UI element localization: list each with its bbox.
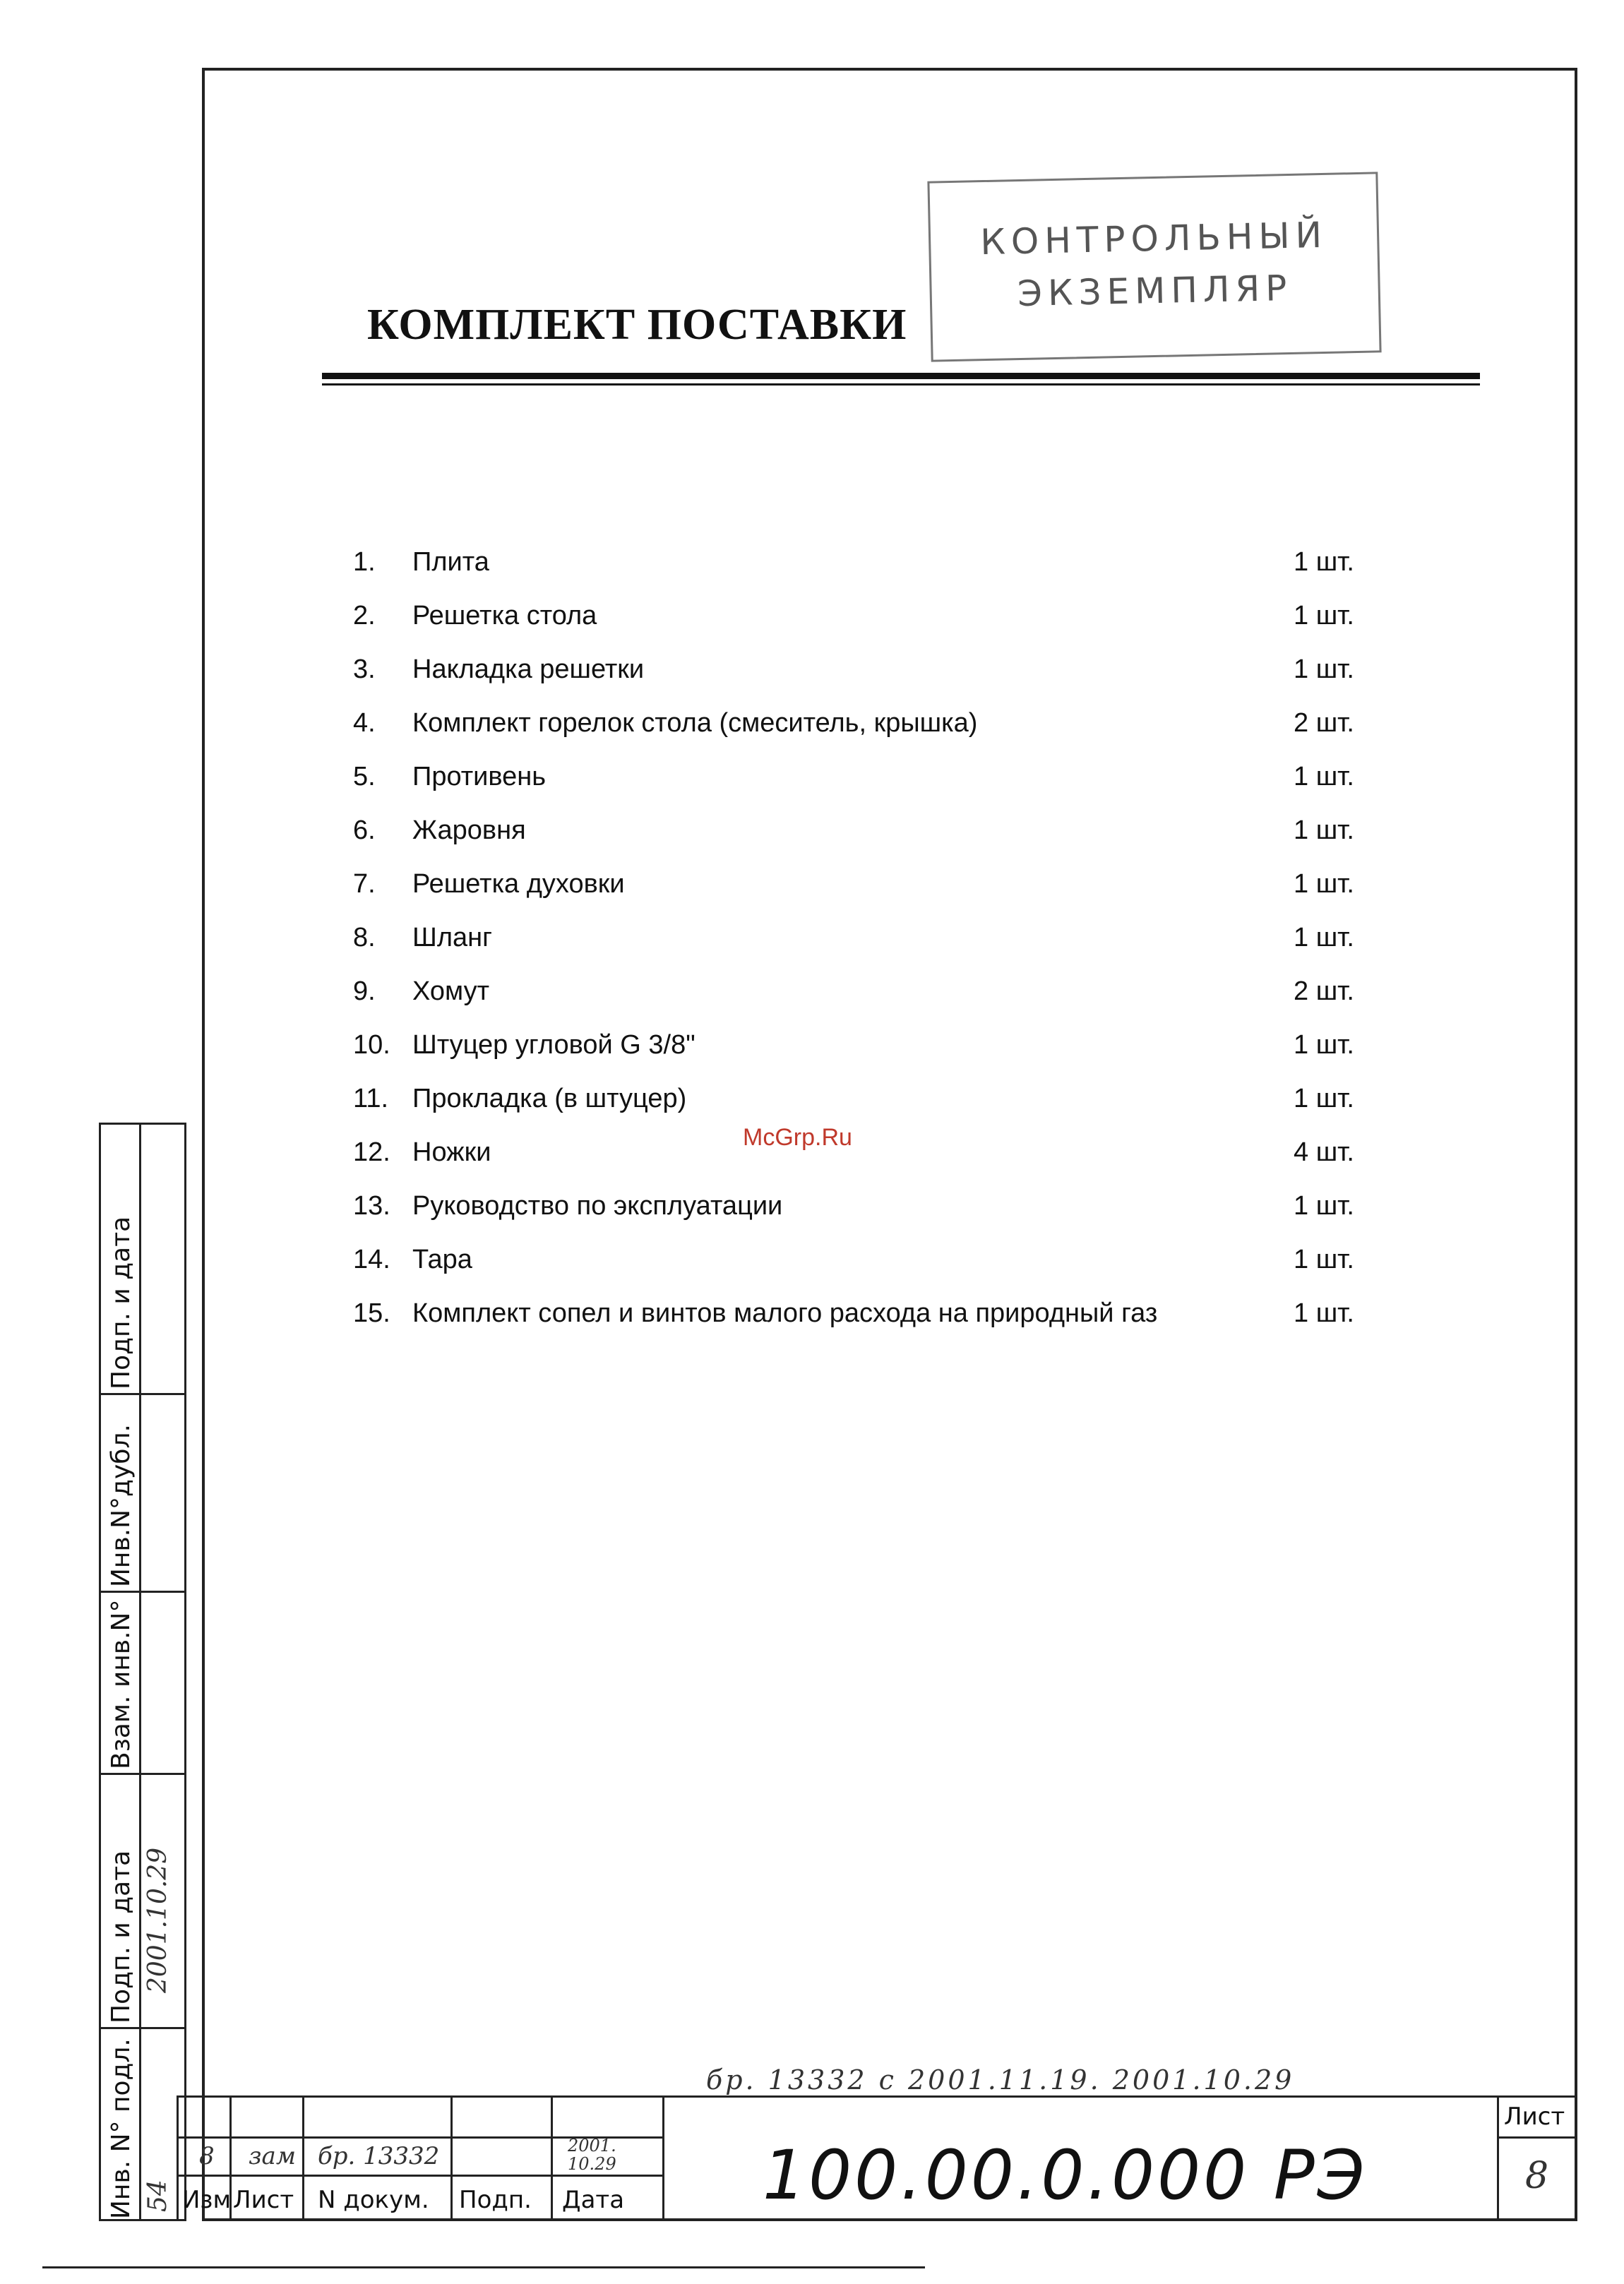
item-name: Решетка стола [412,601,597,630]
scan-edge-line [42,2266,925,2268]
item-number: 15. [353,1298,390,1328]
margin-column-divider [139,1125,141,2219]
margin-divider [101,1773,184,1775]
item-number: 11. [353,1084,389,1113]
title-rule-thick [322,373,1480,379]
item-number: 4. [353,708,376,738]
item-name: Руководство по эксплуатации [412,1191,783,1221]
item-name: Плита [412,547,489,577]
stamp-line-1: КОНТРОЛЬНЫЙ [979,214,1328,263]
tb-line [177,2175,662,2177]
margin-label-podp-data-2: Подп. и дата [107,1850,136,2023]
document-code: 100.00.0.000 РЭ [763,2136,1368,2215]
tb-sheet-label: Лист [1504,2103,1565,2131]
margin-label-vzam-inv: Взам. инв.N° [107,1599,136,1769]
margin-divider [101,1393,184,1395]
tb-hand-date: 2001. 10.29 [568,2136,616,2174]
tb-top-line [177,2095,1577,2098]
list-item [353,923,1384,965]
item-number: 7. [353,869,376,899]
item-quantity: 1 шт. [1294,869,1354,899]
item-quantity: 1 шт. [1294,762,1354,791]
tb-hand-doc: бр. 13332 [318,2142,440,2170]
item-name: Прокладка (в штуцер) [412,1084,687,1113]
margin-divider [101,2027,184,2029]
item-number: 14. [353,1245,390,1274]
item-quantity: 1 шт. [1294,1298,1354,1328]
tb-sheet-number: 8 [1525,2155,1549,2197]
list-item [353,1298,1384,1341]
item-quantity: 1 шт. [1294,654,1354,684]
list-item [353,976,1384,1019]
tb-label-podp: Подп. [459,2186,532,2214]
item-name: Противень [412,762,547,791]
item-quantity: 1 шт. [1294,601,1354,630]
list-item [353,1191,1384,1233]
list-item [353,762,1384,804]
list-item [353,654,1384,697]
tb-line [551,2095,553,2221]
margin-label-inv-podl: Инв. N° подл. [107,2038,136,2219]
item-number: 5. [353,762,376,791]
list-item [353,1084,1384,1126]
item-name: Шланг [412,923,492,952]
handwritten-note: бр. 13332 с 2001.11.19. 2001.10.29 [706,2064,1295,2095]
item-quantity: 1 шт. [1294,923,1354,952]
item-number: 13. [353,1191,390,1221]
tb-label-list: Лист [233,2186,294,2214]
item-name: Жаровня [412,815,526,845]
list-item [353,1137,1384,1180]
item-quantity: 4 шт. [1294,1137,1354,1167]
tb-line [1497,2095,1499,2221]
item-name: Хомут [412,976,490,1006]
item-quantity: 2 шт. [1294,708,1354,738]
tb-hand-izm: 8 [199,2142,215,2170]
margin-label-podp-data: Подп. и дата [107,1216,136,1389]
item-quantity: 1 шт. [1294,1030,1354,1060]
item-number: 9. [353,976,376,1006]
item-name: Тара [412,1245,472,1274]
item-name: Комплект горелок стола (смеситель, крышка) [412,708,978,738]
tb-line [177,2095,179,2221]
item-name: Штуцер угловой G 3/8" [412,1030,695,1060]
control-copy-stamp [927,172,1381,361]
tb-line [662,2095,664,2221]
item-number: 2. [353,601,376,630]
item-number: 12. [353,1137,390,1167]
list-item [353,1245,1384,1287]
stamp-line-2: ЭКЗЕМПЛЯР [1017,267,1293,315]
item-number: 8. [353,923,376,952]
margin-divider [101,1591,184,1593]
list-item [353,601,1384,643]
margin-handwritten-number: 54 [143,2180,172,2212]
list-item [353,547,1384,590]
list-item [353,815,1384,858]
item-name: Комплект сопел и винтов малого расхода на природный газ [412,1298,1158,1328]
item-quantity: 1 шт. [1294,1084,1354,1113]
item-number: 1. [353,547,376,577]
margin-stamp-column [99,1123,186,2221]
item-number: 10. [353,1030,390,1060]
item-number: 6. [353,815,376,845]
item-name: Ножки [412,1137,491,1167]
tb-line [1497,2136,1577,2139]
tb-label-n-dokum: N докум. [318,2186,429,2214]
margin-handwritten-date: 2001.10.29 [143,1847,172,1993]
tb-label-izm: Изм [182,2186,232,2214]
list-item [353,869,1384,911]
item-quantity: 1 шт. [1294,1245,1354,1274]
item-quantity: 1 шт. [1294,815,1354,845]
item-quantity: 2 шт. [1294,976,1354,1006]
tb-hand-list: зам [249,2142,297,2170]
list-item [353,1030,1384,1072]
tb-line [302,2095,304,2221]
item-quantity: 1 шт. [1294,1191,1354,1221]
tb-label-data: Дата [562,2186,625,2214]
item-name: Решетка духовки [412,869,625,899]
watermark: McGrp.Ru [743,1124,852,1151]
tb-line [450,2095,453,2221]
page-title: КОМПЛЕКТ ПОСТАВКИ [367,301,907,349]
list-item [353,708,1384,751]
title-rule-thin [322,383,1480,385]
margin-label-inv-dubl: Инв.N°дубл. [107,1424,136,1587]
item-quantity: 1 шт. [1294,547,1354,577]
item-number: 3. [353,654,376,684]
item-name: Накладка решетки [412,654,645,684]
